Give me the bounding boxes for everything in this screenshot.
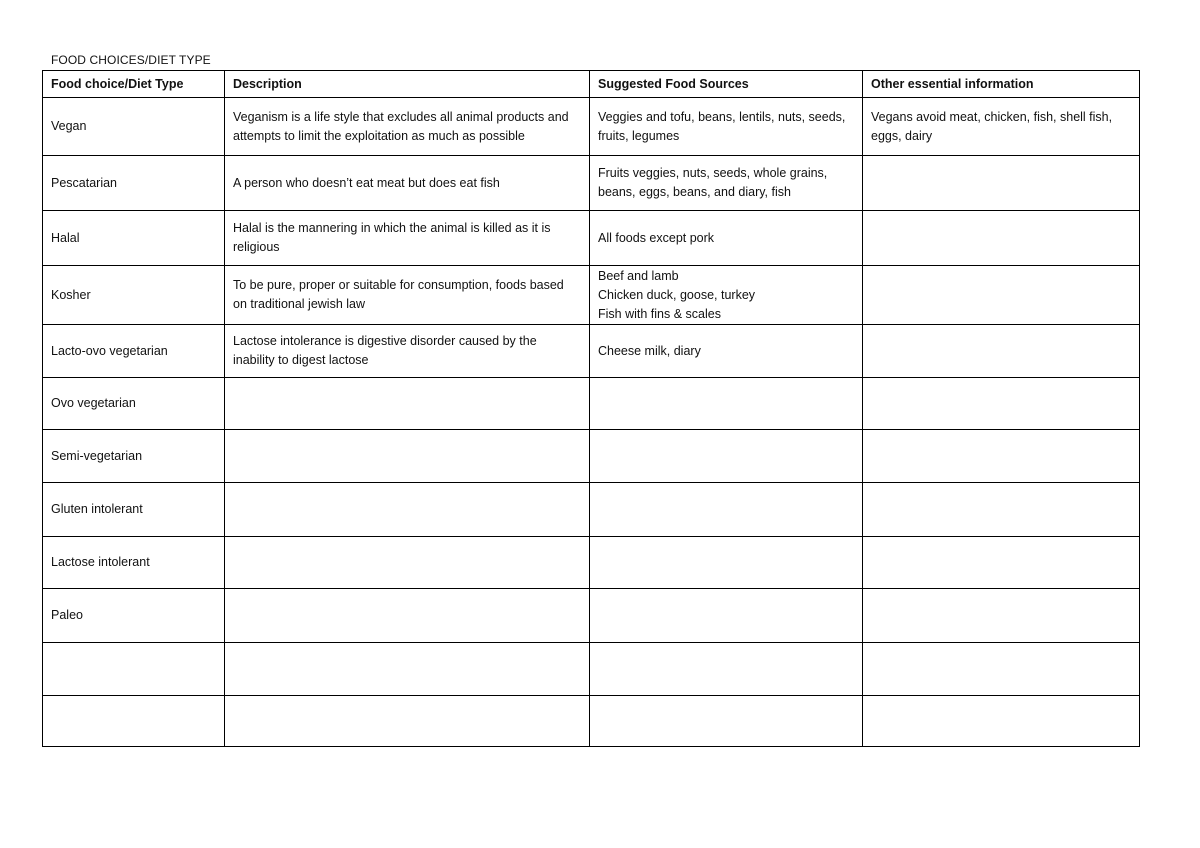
cell-description: To be pure, proper or suitable for consumption, foods based on traditional jewish law [225, 266, 590, 325]
cell-diet-type: Ovo vegetarian [43, 378, 225, 430]
table-row [43, 156, 1140, 211]
table-row [43, 483, 1140, 537]
cell-description [225, 643, 590, 696]
cell-description: Lactose intolerance is digestive disorder caused by the inability to digest lactose [225, 325, 590, 378]
cell-other-essential-information [863, 378, 1140, 430]
cell-other-essential-information [863, 589, 1140, 643]
header-diet-type: Food choice/Diet Type [43, 71, 225, 98]
cell-diet-type: Semi-vegetarian [43, 430, 225, 483]
cell-suggested-food-sources [590, 643, 863, 696]
cell-description: A person who doesn’t eat meat but does eat fish [225, 156, 590, 211]
cell-description [225, 589, 590, 643]
cell-diet-type: Vegan [43, 98, 225, 156]
cell-other-essential-information [863, 696, 1140, 747]
cell-description: Halal is the mannering in which the animal is killed as it is religious [225, 211, 590, 266]
table-row [43, 266, 1140, 325]
cell-diet-type: Halal [43, 211, 225, 266]
table-row [43, 430, 1140, 483]
cell-diet-type: Kosher [43, 266, 225, 325]
table-row [43, 537, 1140, 589]
cell-suggested-food-sources: Cheese milk, diary [590, 325, 863, 378]
cell-description [225, 696, 590, 747]
table-row [43, 589, 1140, 643]
cell-diet-type: Gluten intolerant [43, 483, 225, 537]
cell-description [225, 430, 590, 483]
table-header-row [43, 71, 1140, 98]
document-title: FOOD CHOICES/DIET TYPE [51, 53, 211, 67]
cell-suggested-food-sources: All foods except pork [590, 211, 863, 266]
cell-diet-type [43, 643, 225, 696]
cell-other-essential-information [863, 430, 1140, 483]
cell-diet-type [43, 696, 225, 747]
cell-diet-type: Lactose intolerant [43, 537, 225, 589]
cell-suggested-food-sources [590, 696, 863, 747]
cell-diet-type: Lacto-ovo vegetarian [43, 325, 225, 378]
cell-other-essential-information [863, 156, 1140, 211]
cell-description [225, 483, 590, 537]
cell-suggested-food-sources [590, 430, 863, 483]
table-row [43, 325, 1140, 378]
cell-suggested-food-sources [590, 378, 863, 430]
cell-diet-type: Pescatarian [43, 156, 225, 211]
cell-suggested-food-sources: Beef and lamb Chicken duck, goose, turkey Fish with fins & scales [590, 266, 863, 325]
table-row [43, 696, 1140, 747]
cell-other-essential-information: Vegans avoid meat, chicken, fish, shell fish, eggs, dairy [863, 98, 1140, 156]
cell-other-essential-information [863, 483, 1140, 537]
table-row [43, 643, 1140, 696]
header-other-essential-information: Other essential information [863, 71, 1140, 98]
cell-other-essential-information [863, 643, 1140, 696]
table-row [43, 378, 1140, 430]
diet-type-table [42, 70, 1140, 747]
cell-other-essential-information [863, 266, 1140, 325]
cell-suggested-food-sources: Fruits veggies, nuts, seeds, whole grains, beans, eggs, beans, and diary, fish [590, 156, 863, 211]
cell-diet-type: Paleo [43, 589, 225, 643]
cell-suggested-food-sources: Veggies and tofu, beans, lentils, nuts, seeds, fruits, legumes [590, 98, 863, 156]
cell-suggested-food-sources [590, 537, 863, 589]
header-description: Description [225, 71, 590, 98]
header-suggested-food-sources: Suggested Food Sources [590, 71, 863, 98]
cell-other-essential-information [863, 211, 1140, 266]
cell-other-essential-information [863, 537, 1140, 589]
cell-suggested-food-sources [590, 589, 863, 643]
cell-description [225, 537, 590, 589]
table-row [43, 211, 1140, 266]
cell-description [225, 378, 590, 430]
cell-other-essential-information [863, 325, 1140, 378]
cell-description: Veganism is a life style that excludes all animal products and attempts to limit the exploitation as much as possible [225, 98, 590, 156]
table-row [43, 98, 1140, 156]
cell-suggested-food-sources [590, 483, 863, 537]
